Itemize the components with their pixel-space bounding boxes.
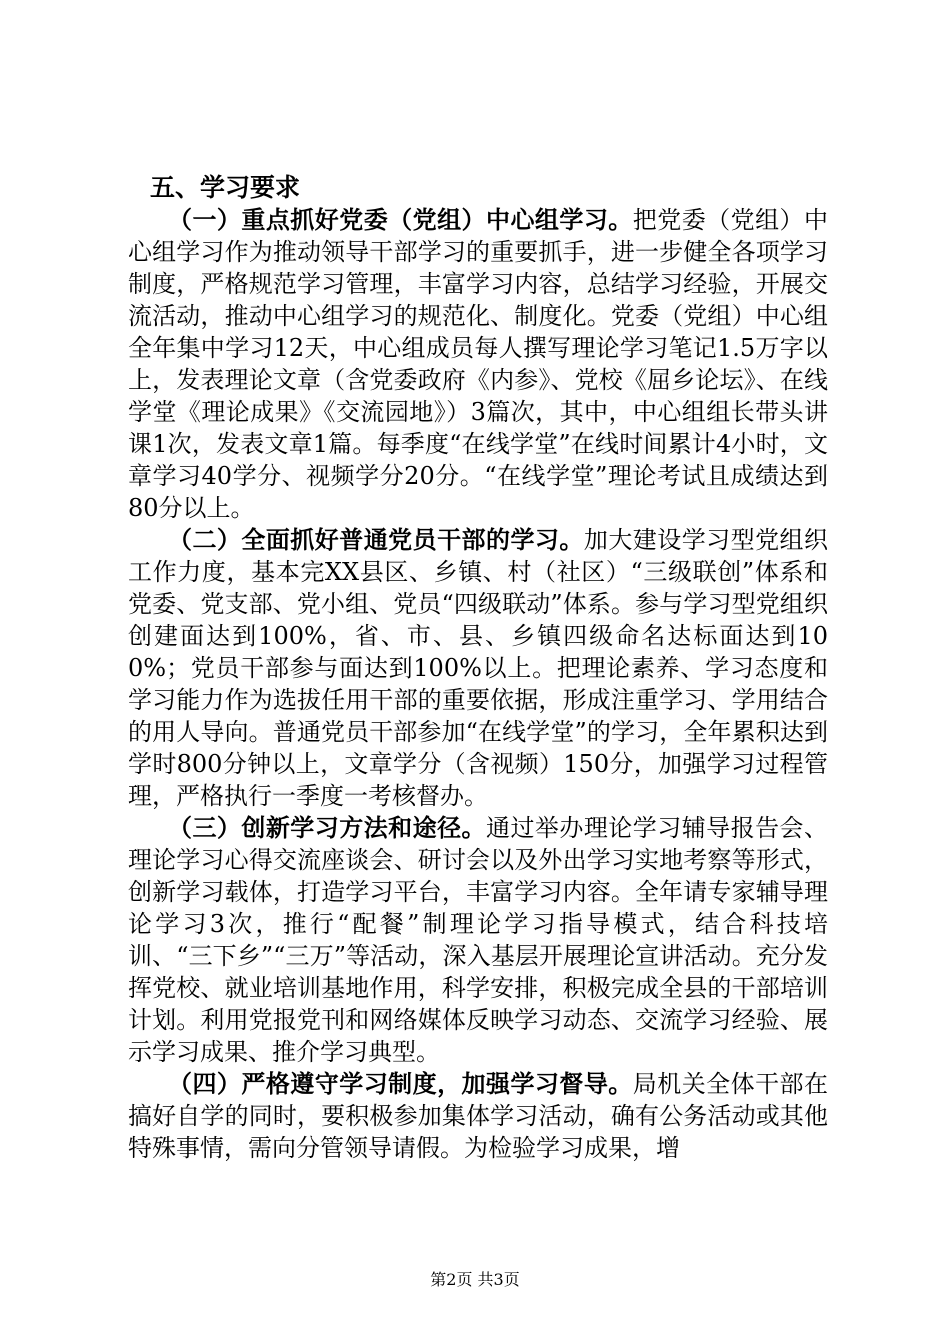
- paragraph-2-lead: （二）全面抓好普通党员干部的学习。: [168, 525, 584, 554]
- paragraph-1-body: 把党委（党组）中心组学习作为推动领导干部学习的重要抓手，进一步健全各项学习制度，严格规范学习管理，丰富学习内容，总结学习经验，开展交流活动，推动中心组学习的规范化、制度化。党委（党组）中心组全年集中学习12天，中心组成员每人撰写理论学习笔记1.5万字以上，发表理论文章（含党委政府《内参》、党校《屈乡论坛》、在线学堂《理论成果》《交流园地》）3篇次，其中，中心组组长带头讲课1次，发表文章1篇。每季度“在线学堂”在线时间累计4小时，文章学习40学分、视频学分20分。“在线学堂”理论考试且成绩达到80分以上。: [128, 206, 829, 522]
- paragraph-1: [128, 204, 828, 524]
- paragraph-4: [128, 1068, 828, 1164]
- document-body: [128, 172, 828, 1164]
- paragraph-4-lead: （四）严格遵守学习制度，加强学习督导。: [168, 1069, 633, 1098]
- page-footer: 第2页 共3页: [430, 1270, 520, 1289]
- paragraph-2: [128, 524, 828, 812]
- paragraph-3: [128, 812, 828, 1068]
- paragraph-3-lead: （三）创新学习方法和途径。: [168, 813, 486, 842]
- paragraph-4-body: 局机关全体干部在搞好自学的同时，要积极参加集体学习活动，确有公务活动或其他特殊事情，需向分管领导请假。为检验学习成果，增: [128, 1070, 829, 1162]
- paragraph-2-body: 加大建设学习型党组织工作力度，基本完XX县区、乡镇、村（社区）“三级联创”体系和党委、党支部、党小组、党员“四级联动”体系。参与学习型党组织创建面达到100%，省、市、县、乡镇四级命名达标面达到100%；党员干部参与面达到100%以上。把理论素养、学习态度和学习能力作为选拔任用干部的重要依据，形成注重学习、学用结合的用人导向。普通党员干部参加“在线学堂”的学习，全年累积达到学时800分钟以上，文章学分（含视频）150分，加强学习过程管理，严格执行一季度一考核督办。: [128, 526, 829, 810]
- paragraph-3-body: 通过举办理论学习辅导报告会、理论学习心得交流座谈会、研讨会以及外出学习实地考察等形式，创新学习载体，打造学习平台，丰富学习内容。全年请专家辅导理论学习3次，推行“配餐”制理论学习指导模式，结合科技培训、“三下乡”“三万”等活动，深入基层开展理论宣讲活动。充分发挥党校、就业培训基地作用，科学安排，积极完成全县的干部培训计划。利用党报党刊和网络媒体反映学习动态、交流学习经验、展示学习成果、推介学习典型。: [128, 814, 828, 1066]
- paragraph-1-lead: （一）重点抓好党委（党组）中心组学习。: [168, 205, 633, 234]
- section-heading: 五、学习要求: [150, 173, 301, 202]
